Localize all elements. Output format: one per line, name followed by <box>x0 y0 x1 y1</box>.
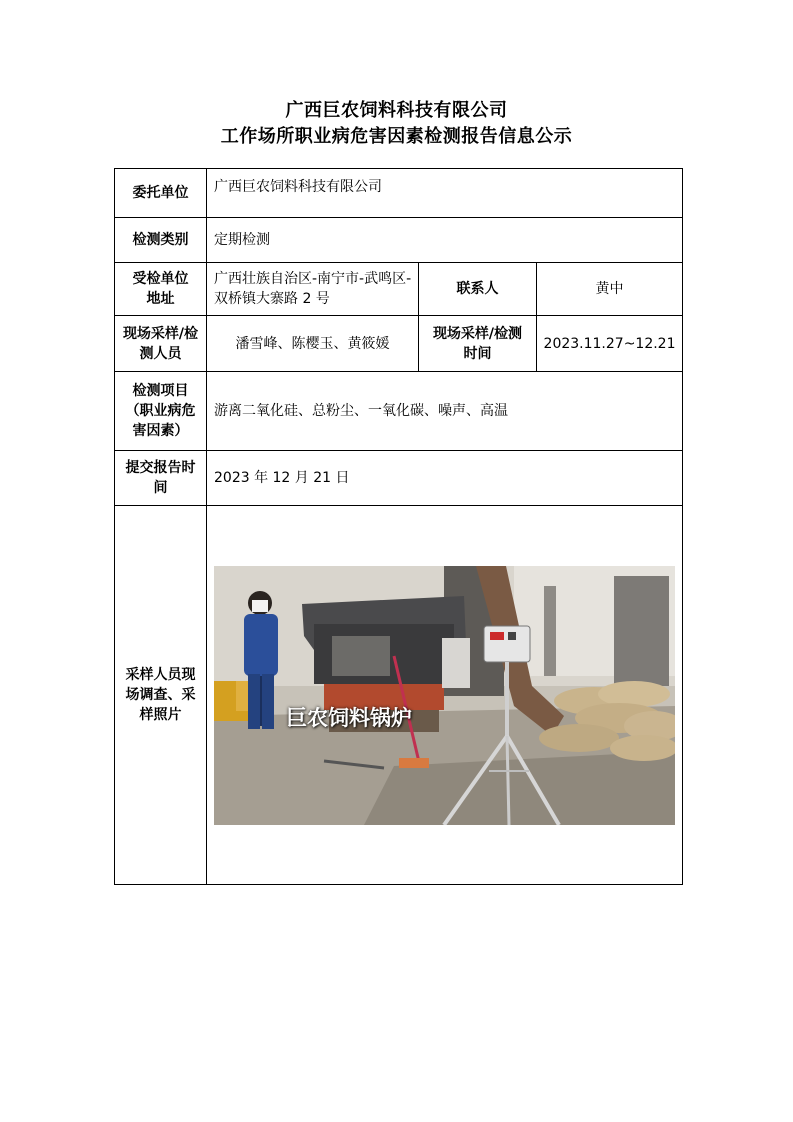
items-label: 检测项目（职业病危害因素） <box>115 372 207 451</box>
staff-label: 现场采样/检测人员 <box>115 316 207 372</box>
site-photo-image <box>214 566 675 825</box>
row-staff <box>115 316 683 372</box>
submit-value: 2023 年 12 月 21 日 <box>207 451 683 506</box>
address-label: 受检单位地址 <box>115 263 207 316</box>
row-type <box>115 218 683 263</box>
report-title: 工作场所职业病危害因素检测报告信息公示 <box>220 126 573 147</box>
row-photo <box>115 506 683 885</box>
contact-label: 联系人 <box>419 263 537 316</box>
info-table <box>114 168 683 885</box>
time-label: 现场采样/检测时间 <box>419 316 537 372</box>
photo-caption: 巨农饲料锅炉 <box>286 705 413 730</box>
row-client <box>115 169 683 218</box>
photo-cell <box>207 506 683 885</box>
row-submit <box>115 451 683 506</box>
items-value: 游离二氧化硅、总粉尘、一氧化碳、噪声、高温 <box>207 372 683 451</box>
client-value: 广西巨农饲料科技有限公司 <box>207 169 683 218</box>
row-items <box>115 372 683 451</box>
client-label: 委托单位 <box>115 169 207 218</box>
type-value: 定期检测 <box>207 218 683 263</box>
type-label: 检测类别 <box>115 218 207 263</box>
company-title: 广西巨农饲料科技有限公司 <box>285 100 508 121</box>
time-value: 2023.11.27~12.21 <box>537 316 683 372</box>
submit-label: 提交报告时间 <box>115 451 207 506</box>
row-address <box>115 263 683 316</box>
address-value: 广西壮族自治区-南宁市-武鸣区-双桥镇大寨路 2 号 <box>207 263 419 316</box>
contact-value: 黄中 <box>537 263 683 316</box>
photo-label: 采样人员现场调查、采样照片 <box>115 506 207 885</box>
site-photo <box>214 566 675 825</box>
staff-value: 潘雪峰、陈樱玉、黄筱媛 <box>207 316 419 372</box>
